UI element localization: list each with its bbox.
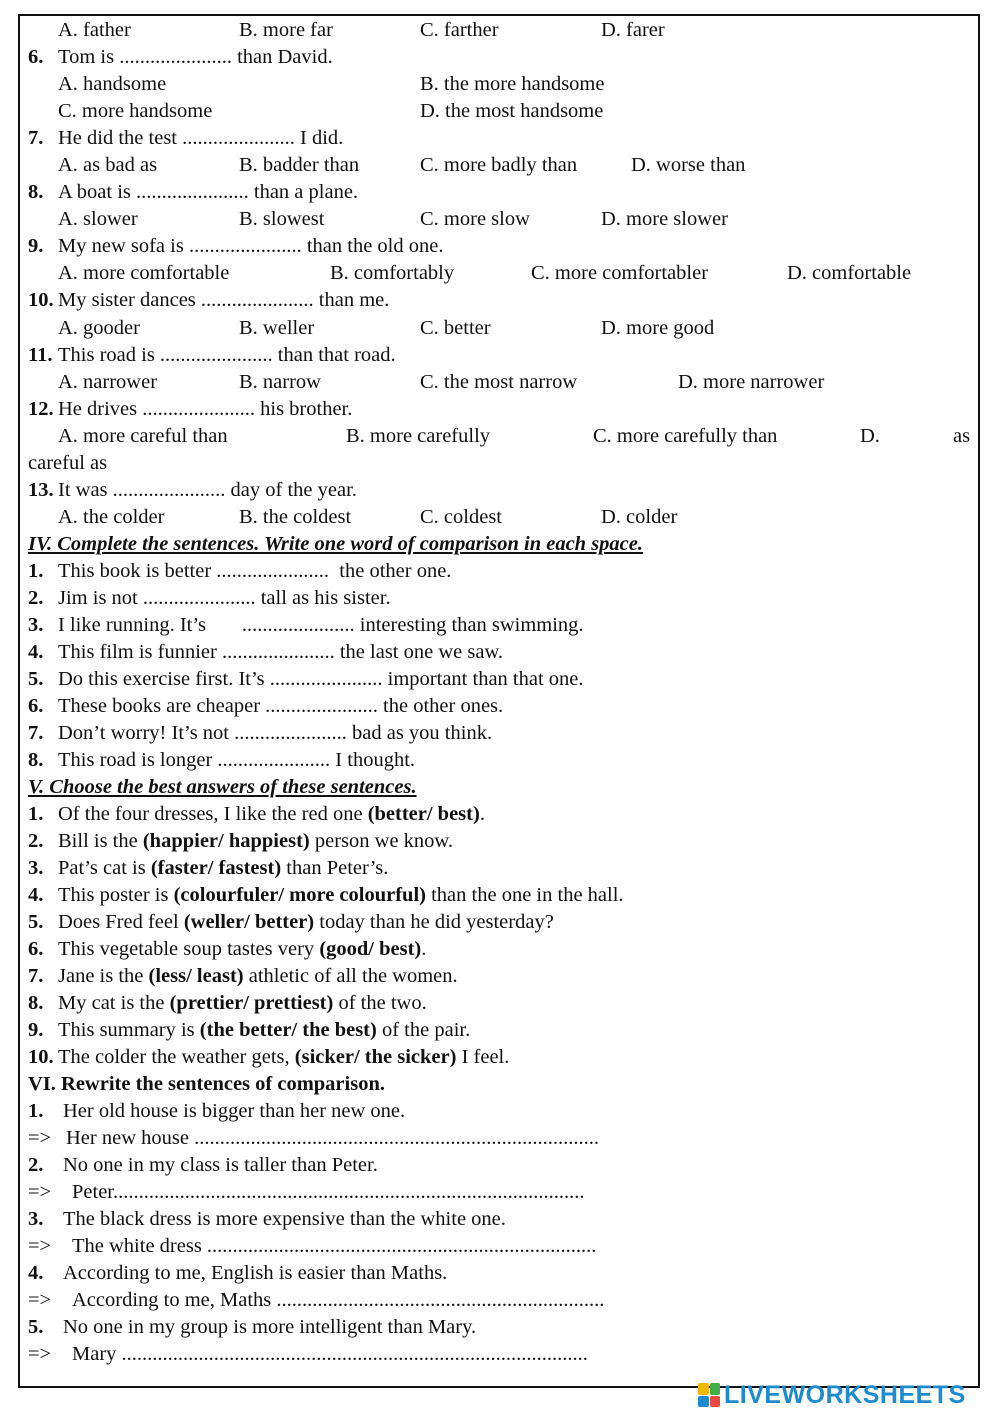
item-number: 3. — [28, 857, 44, 879]
option-d-text-continued: careful as — [28, 452, 108, 474]
fill-sentence[interactable]: Don’t worry! It’s not ...................... bad as you think. — [58, 722, 493, 744]
option-c[interactable]: C. more handsome — [58, 100, 213, 122]
item-number: 5. — [28, 668, 44, 690]
rewrite-line[interactable]: Her new house ............................................................................... — [66, 1127, 599, 1149]
choice-sentence: This vegetable soup tastes very (good/ best). — [58, 938, 427, 960]
choice-options[interactable]: (colourfuler/ more colourful) — [173, 884, 426, 906]
option-b[interactable]: B. narrow — [239, 371, 321, 393]
option-c[interactable]: C. more comfortabler — [531, 262, 709, 284]
item-number: 2. — [28, 1154, 44, 1176]
choice-options[interactable]: (weller/ better) — [183, 911, 315, 933]
choice-options[interactable]: (faster/ fastest) — [150, 857, 282, 879]
item-number: 3. — [28, 614, 44, 636]
choice-sentence: My cat is the (prettier/ prettiest) of the two. — [58, 992, 427, 1014]
choice-options[interactable]: (prettier/ prettiest) — [169, 992, 334, 1014]
question-text: He did the test ...................... I did. — [58, 127, 344, 149]
question-number: 10. — [28, 289, 54, 311]
fill-sentence[interactable]: These books are cheaper ...................... the other ones. — [58, 695, 504, 717]
rewrite-line[interactable]: Mary ........................................................................................... — [72, 1343, 588, 1365]
item-number: 1. — [28, 560, 44, 582]
fill-sentence[interactable]: I like running. It’s ...................... interesting than swimming. — [58, 614, 584, 636]
question-number: 7. — [28, 127, 44, 149]
option-c[interactable]: C. better — [420, 317, 491, 339]
item-number: 8. — [28, 749, 44, 771]
option-a[interactable]: A. more comfortable — [58, 262, 230, 284]
original-sentence: The black dress is more expensive than the white one. — [63, 1208, 506, 1230]
arrow-marker: => — [28, 1343, 52, 1365]
item-number: 4. — [28, 1262, 44, 1284]
option-c[interactable]: C. more badly than — [420, 154, 578, 176]
item-number: 5. — [28, 911, 44, 933]
item-number: 7. — [28, 965, 44, 987]
option-c[interactable]: C. the most narrow — [420, 371, 578, 393]
choice-options[interactable]: (the better/ the best) — [199, 1019, 377, 1041]
option-d[interactable]: D. worse than — [631, 154, 746, 176]
choice-options[interactable]: (sicker/ the sicker) — [294, 1046, 457, 1068]
q5-option-c[interactable]: C. farther — [420, 19, 499, 41]
original-sentence: Her old house is bigger than her new one. — [63, 1100, 406, 1122]
item-number: 6. — [28, 695, 44, 717]
liveworksheets-logo-icon — [698, 1383, 720, 1407]
original-sentence: No one in my class is taller than Peter. — [63, 1154, 378, 1176]
item-number: 5. — [28, 1316, 44, 1338]
watermark-text: LIVEWORKSHEETS — [724, 1380, 966, 1409]
option-b[interactable]: B. badder than — [239, 154, 360, 176]
item-number: 2. — [28, 587, 44, 609]
section-heading-v: V. Choose the best answers of these sentences. — [28, 776, 417, 798]
item-number: 4. — [28, 884, 44, 906]
item-number: 1. — [28, 803, 44, 825]
option-c[interactable]: C. more carefully than — [593, 425, 778, 447]
option-b[interactable]: B. the more handsome — [420, 73, 605, 95]
q5-option-a[interactable]: A. father — [58, 19, 131, 41]
question-number: 13. — [28, 479, 54, 501]
option-a[interactable]: A. the colder — [58, 506, 165, 528]
option-a[interactable]: A. as bad as — [58, 154, 158, 176]
option-a[interactable]: A. handsome — [58, 73, 167, 95]
question-text: A boat is ...................... than a plane. — [58, 181, 359, 203]
question-text: My sister dances ...................... than me. — [58, 289, 390, 311]
rewrite-line[interactable]: According to me, Maths ................................................................ — [72, 1289, 605, 1311]
choice-sentence: Bill is the (happier/ happiest) person we know. — [58, 830, 454, 852]
option-b[interactable]: B. weller — [239, 317, 315, 339]
choice-options[interactable]: (better/ best) — [367, 803, 480, 825]
liveworksheets-watermark — [698, 1378, 966, 1412]
arrow-marker: => — [28, 1127, 52, 1149]
option-a[interactable]: A. more careful than — [58, 425, 228, 447]
fill-sentence[interactable]: Do this exercise first. It’s ...................... important than that one. — [58, 668, 584, 690]
choice-options[interactable]: (happier/ happiest) — [142, 830, 310, 852]
item-number: 1. — [28, 1100, 44, 1122]
option-d[interactable]: D. the most handsome — [420, 100, 604, 122]
option-c[interactable]: C. more slow — [420, 208, 530, 230]
rewrite-line[interactable]: Peter............................................................................................ — [72, 1181, 585, 1203]
choice-sentence: This poster is (colourfuler/ more colourful) than the one in the hall. — [58, 884, 624, 906]
option-b[interactable]: B. more carefully — [346, 425, 491, 447]
arrow-marker: => — [28, 1235, 52, 1257]
original-sentence: No one in my group is more intelligent than Mary. — [63, 1316, 477, 1338]
arrow-marker: => — [28, 1289, 52, 1311]
original-sentence: According to me, English is easier than Maths. — [63, 1262, 448, 1284]
option-b[interactable]: B. comfortably — [330, 262, 455, 284]
question-number: 9. — [28, 235, 44, 257]
item-number: 3. — [28, 1208, 44, 1230]
option-d[interactable]: D. — [860, 425, 880, 447]
option-a[interactable]: A. gooder — [58, 317, 140, 339]
option-a[interactable]: A. slower — [58, 208, 138, 230]
question-text: He drives ...................... his brother. — [58, 398, 353, 420]
choice-sentence: Jane is the (less/ least) athletic of all the women. — [58, 965, 458, 987]
q5-option-b[interactable]: B. more far — [239, 19, 333, 41]
question-number: 12. — [28, 398, 54, 420]
question-number: 8. — [28, 181, 44, 203]
item-number: 8. — [28, 992, 44, 1014]
item-number: 2. — [28, 830, 44, 852]
choice-options[interactable]: (less/ least) — [148, 965, 244, 987]
fill-sentence[interactable]: This road is longer ...................... I thought. — [58, 749, 416, 771]
question-text: Tom is ...................... than David. — [58, 46, 333, 68]
q5-option-d[interactable]: D. farer — [601, 19, 665, 41]
option-d[interactable]: D. more slower — [601, 208, 728, 230]
arrow-marker: => — [28, 1181, 52, 1203]
section-heading-iv: IV. Complete the sentences. Write one word of comparison in each space. — [28, 533, 644, 555]
item-number: 9. — [28, 1019, 44, 1041]
question-text: This road is ...................... than that road. — [58, 344, 396, 366]
item-number: 6. — [28, 938, 44, 960]
choice-sentence: Pat’s cat is (faster/ fastest) than Peter’s. — [58, 857, 389, 879]
choice-sentence: This summary is (the better/ the best) of the pair. — [58, 1019, 471, 1041]
question-text: It was ...................... day of the year. — [58, 479, 357, 501]
choice-options[interactable]: (good/ best) — [319, 938, 422, 960]
option-d-text: as — [953, 425, 971, 447]
rewrite-line[interactable]: The white dress ............................................................................ — [72, 1235, 597, 1257]
option-c[interactable]: C. coldest — [420, 506, 502, 528]
option-d[interactable]: D. colder — [601, 506, 678, 528]
option-d[interactable]: D. comfortable — [787, 262, 912, 284]
fill-sentence[interactable]: This book is better ...................... the other one. — [58, 560, 452, 582]
question-text: My new sofa is ...................... than the old one. — [58, 235, 444, 257]
question-number: 6. — [28, 46, 44, 68]
choice-sentence: Does Fred feel (weller/ better) today than he did yesterday? — [58, 911, 554, 933]
item-number: 4. — [28, 641, 44, 663]
option-b[interactable]: B. slowest — [239, 208, 325, 230]
option-d[interactable]: D. more narrower — [678, 371, 825, 393]
option-a[interactable]: A. narrower — [58, 371, 158, 393]
fill-sentence[interactable]: This film is funnier ...................... the last one we saw. — [58, 641, 504, 663]
option-d[interactable]: D. more good — [601, 317, 715, 339]
option-b[interactable]: B. the coldest — [239, 506, 352, 528]
fill-sentence[interactable]: Jim is not ...................... tall as his sister. — [58, 587, 391, 609]
choice-sentence: The colder the weather gets, (sicker/ the sicker) I feel. — [58, 1046, 510, 1068]
choice-sentence: Of the four dresses, I like the red one (better/ best). — [58, 803, 485, 825]
item-number: 10. — [28, 1046, 54, 1068]
question-number: 11. — [28, 344, 53, 366]
item-number: 7. — [28, 722, 44, 744]
section-heading-vi: VI. Rewrite the sentences of comparison. — [28, 1073, 385, 1095]
